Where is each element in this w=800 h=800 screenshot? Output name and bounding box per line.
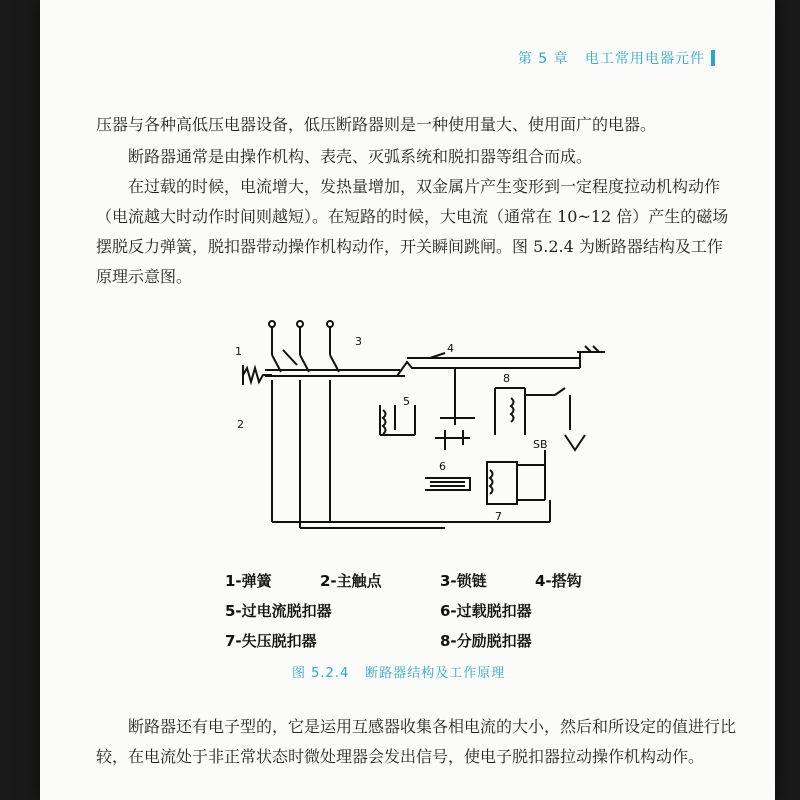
circuit-breaker-diagram	[225, 310, 605, 540]
paragraph-2: 断路器通常是由操作机构、表壳、灭弧系统和脱扣器等组合而成。	[128, 147, 593, 166]
chapter-header	[518, 48, 715, 68]
legend-item: 1-弹簧	[225, 572, 272, 590]
legend-item: 6-过载脱扣器	[440, 602, 532, 620]
chapter-number: 第 5 章	[517, 51, 569, 67]
legend-item: 3-锁链	[440, 572, 487, 590]
label-2: 2	[237, 418, 244, 431]
paragraph-4: 断路器还有电子型的，它是运用互感器收集各相电流的大小，然后和所设定的值进行比较，在电流处于非正常状态时微处理器会发出信号，使电子脱扣器拉动操作机构动作。	[96, 717, 737, 766]
legend-item: 8-分励脱扣器	[440, 632, 532, 650]
book-page	[40, 0, 775, 800]
label-6: 6	[439, 460, 446, 473]
figure-caption	[292, 662, 505, 681]
label-3: 3	[355, 335, 362, 348]
label-1: 1	[235, 345, 242, 358]
label-8: 8	[503, 372, 510, 385]
legend-item: 2-主触点	[320, 572, 382, 590]
label-sb: SB	[533, 438, 548, 451]
chapter-title: 电工常用电器元件	[585, 51, 705, 67]
paragraph-1: 压器与各种高低压电器设备，低压断路器则是一种使用量大、使用面广的电器。	[96, 115, 657, 134]
legend-item: 4-搭钩	[535, 572, 582, 590]
paragraph-3: 在过载的时候，电流增大，发热量增加，双金属片产生变形到一定程度拉动机构动作（电流越大时动作时间则越短）。在短路的时候，大电流（通常在 10~12 倍）产生的磁场摆脱反力弹簧，脱扣器带动操作机构动作，开关瞬间跳闸。图 5.2.4 为断路器结构及工作原理示意图。	[96, 177, 729, 286]
figure-number: 图 5.2.4	[292, 666, 350, 681]
label-7: 7	[495, 510, 502, 523]
label-4: 4	[447, 342, 454, 355]
figure-title: 断路器结构及工作原理	[365, 666, 506, 681]
header-bar	[711, 50, 715, 66]
legend-item: 5-过电流脱扣器	[225, 602, 332, 620]
legend-item: 7-失压脱扣器	[225, 632, 317, 650]
label-5: 5	[403, 395, 410, 408]
